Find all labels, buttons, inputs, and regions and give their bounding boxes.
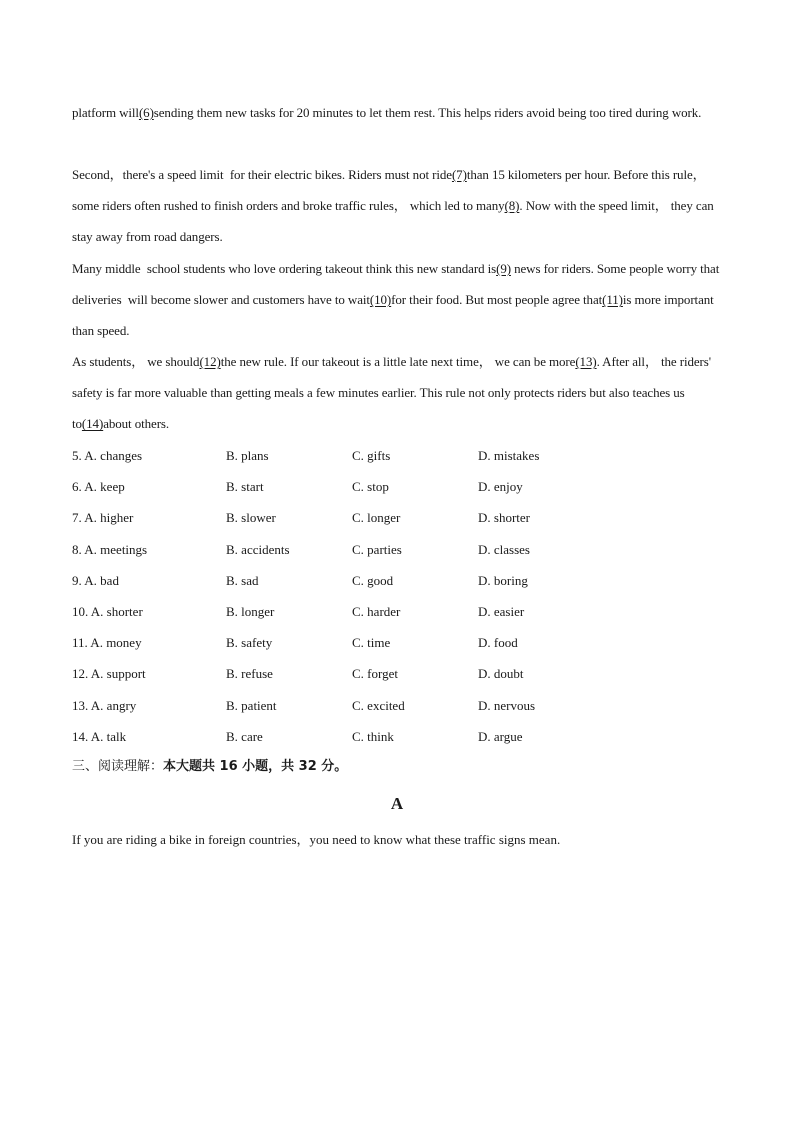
option-a: 14. A. talk [72, 728, 127, 744]
passage-paragraph-4 [72, 346, 722, 440]
blank-7: (7) [451, 167, 467, 182]
option-c: C. excited [352, 697, 405, 713]
option-b: B. sad [226, 572, 259, 588]
passage-paragraph-2 [72, 159, 722, 253]
option-b: B. refuse [226, 666, 273, 682]
option-b: B. slower [226, 510, 276, 526]
option-d: D. easier [478, 603, 525, 619]
question-row [72, 565, 722, 596]
option-a: 7. A. higher [72, 510, 134, 526]
option-c: C. parties [352, 541, 402, 557]
option-a: 8. A. meetings [72, 541, 148, 557]
option-b: B. accidents [226, 541, 290, 557]
question-row [72, 534, 722, 565]
option-a: 10. A. shorter [72, 603, 143, 619]
blank-13: (13) [575, 354, 597, 369]
option-b: B. start [226, 479, 264, 495]
option-d: D. nervous [478, 697, 536, 713]
option-a: 12. A. support [72, 666, 146, 682]
section-heading-prefix: 三、阅读理解： [72, 759, 164, 774]
passage-intro: If you are riding a bike in foreign countries，you need to know what these traffic signs mean. [72, 832, 561, 847]
option-c: C. stop [352, 479, 389, 495]
option-b: B. care [226, 728, 263, 744]
passage-text: for their food. But most people agree that [391, 292, 603, 308]
blank-8: (8) [504, 198, 520, 214]
option-b: B. safety [226, 635, 273, 651]
question-row [72, 596, 722, 627]
question-row [72, 440, 722, 471]
option-c: C. think [352, 728, 394, 744]
passage-text: platform will [72, 105, 139, 120]
blank-11: (11) [602, 292, 623, 308]
option-b: B. plans [226, 448, 269, 463]
passage-text: the new rule. If our takeout is a little late next time， we can be more [220, 354, 576, 369]
passage-text: news for riders. Some people worry that deliveries will become slower and customers have to wait [72, 261, 723, 308]
question-row [72, 502, 722, 533]
passage-text: Second，there's a speed limit for their electric bikes. Riders must not ride [72, 167, 452, 182]
question-row [72, 721, 722, 752]
option-d: D. argue [478, 728, 523, 744]
option-b: B. longer [226, 603, 275, 619]
passage-paragraph-3 [72, 253, 722, 347]
option-d: D. enjoy [478, 479, 523, 495]
blank-6: (6) [138, 105, 154, 120]
option-d: D. shorter [478, 510, 530, 526]
option-a: 6. A. keep [72, 479, 125, 495]
option-a: 5. A. changes [72, 448, 143, 463]
blank-14: (14) [81, 416, 104, 432]
passage-text: is more important than speed. [72, 292, 717, 339]
blank-10: (10) [369, 292, 392, 308]
passage-text: . Now with the speed limit， they can stay away from road dangers. [72, 198, 717, 245]
passage-title: A [390, 794, 404, 813]
question-row [72, 471, 722, 502]
passage-text: . After all， the riders' safety is far more valuable than getting meals a few minutes earlier. This rule not only protects riders but also teaches us to [72, 354, 715, 432]
passage-text: sending them new tasks for 20 minutes to let them rest. This helps riders avoid being too tired during work. [153, 105, 702, 120]
option-a: 9. A. bad [72, 572, 119, 588]
question-row [72, 658, 722, 689]
passage-text: Many middle school students who love ordering takeout think this new standard is [72, 261, 497, 276]
question-row [72, 627, 722, 658]
option-c: C. harder [352, 603, 401, 619]
option-d: D. food [478, 635, 518, 651]
blank-9: (9) [496, 261, 511, 276]
option-d: D. classes [478, 541, 530, 557]
option-c: C. good [352, 572, 394, 588]
option-d: D. boring [478, 572, 528, 588]
passage-text: about others. [103, 416, 170, 432]
option-b: B. patient [226, 697, 277, 713]
option-d: D. mistakes [478, 448, 540, 463]
option-a: 11. A. money [72, 635, 142, 651]
option-c: C. forget [352, 666, 398, 682]
blank-12: (12) [199, 354, 221, 369]
option-c: C. gifts [352, 448, 391, 463]
passage-paragraph-1 [72, 97, 722, 128]
option-c: C. longer [352, 510, 401, 526]
question-options-list [72, 440, 722, 752]
option-a: 13. A. angry [72, 697, 137, 713]
option-c: C. time [352, 635, 391, 651]
section-heading-count: 本大题共 16 小题，共 32 分。 [163, 759, 348, 774]
option-d: D. doubt [478, 666, 524, 682]
question-row [72, 690, 722, 721]
passage-text: than 15 kilometers per hour. Before this rule， some riders often rushed to finish orders and broke traffic rules， which led to many [72, 167, 709, 214]
passage-text: As students， we should [72, 354, 200, 369]
section-heading [72, 756, 347, 778]
